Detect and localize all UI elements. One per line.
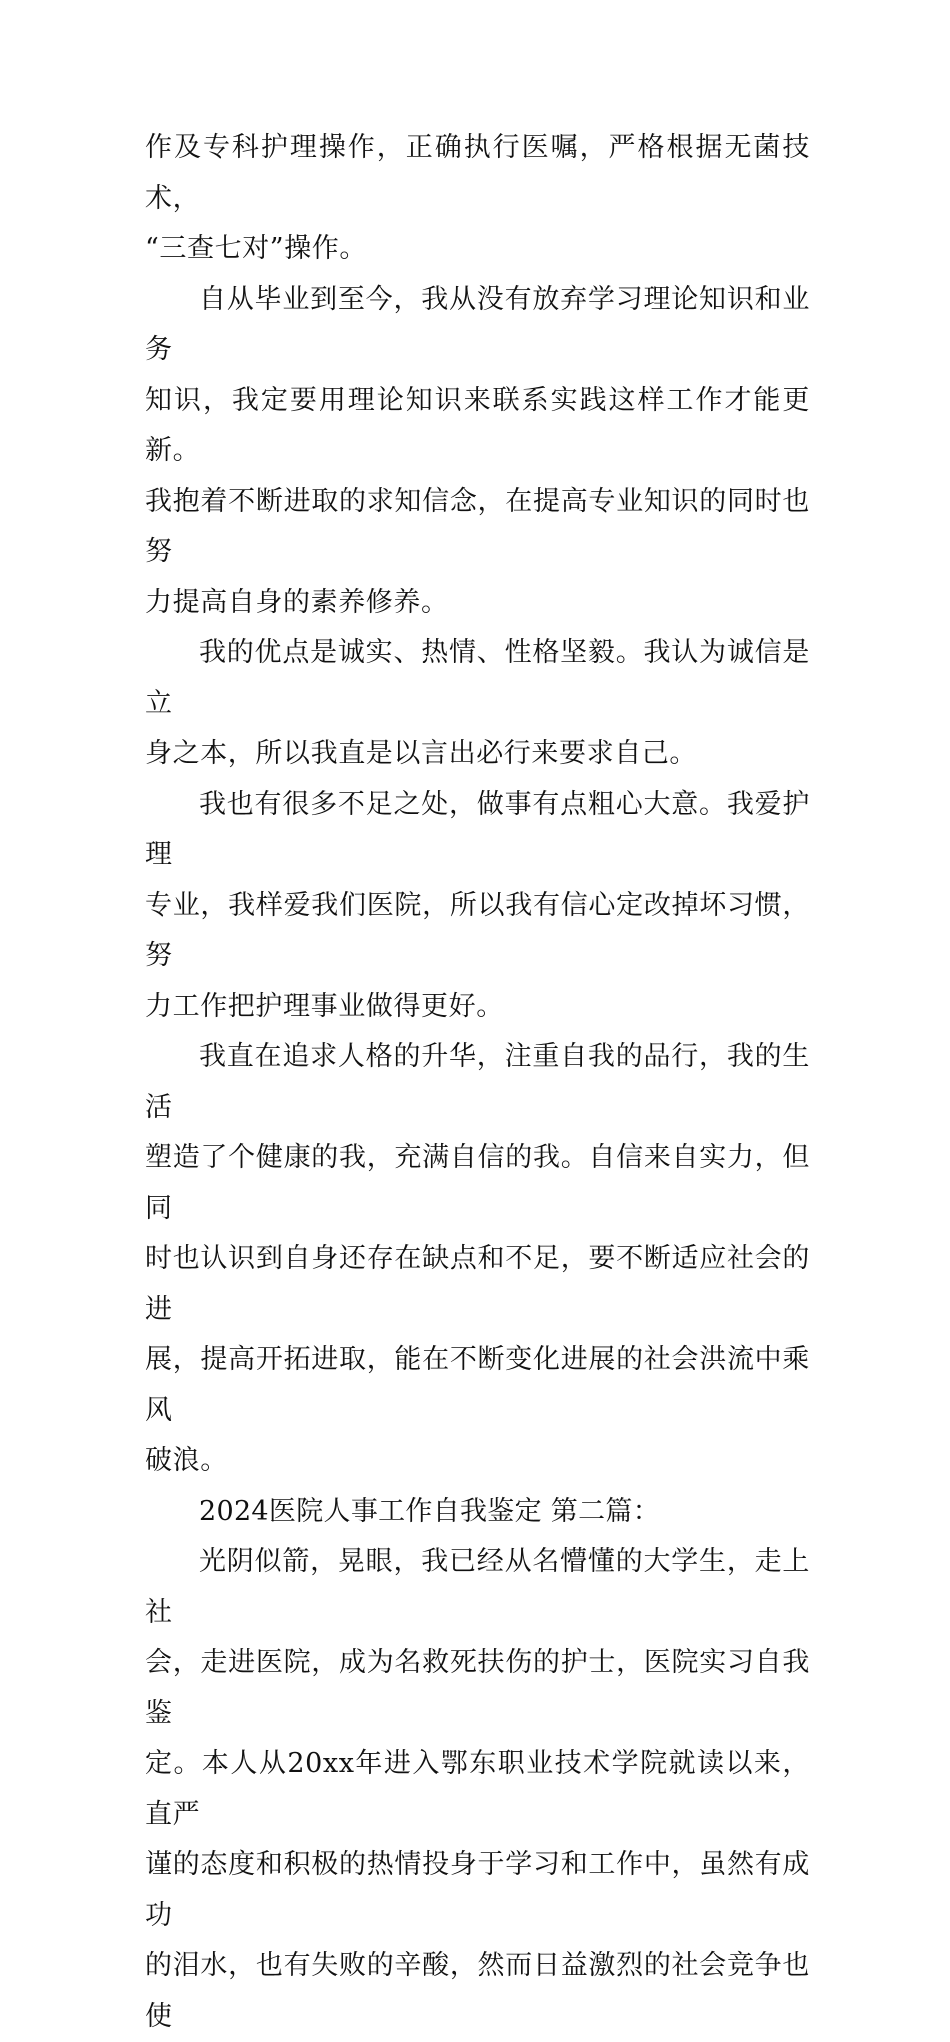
paragraph-line: 的泪水，也有失败的辛酸，然而日益激烈的社会竞争也使 <box>145 1950 810 2032</box>
paragraph-line: 谨的态度和积极的热情投身于学习和工作中，虽然有成功 <box>145 1849 810 1931</box>
document-body <box>145 123 810 2042</box>
paragraph-line: 光阴似箭，晃眼，我已经从名懵懂的大学生，走上社 <box>145 1546 810 1628</box>
paragraph-line: 力工作把护理事业做得更好。 <box>145 990 504 1022</box>
paragraph-line: 我直在追求人格的升华，注重自我的品行，我的生活 <box>145 1041 810 1123</box>
paragraph-4 <box>145 780 810 1033</box>
paragraph-6 <box>145 1537 810 2042</box>
paragraph-3 <box>145 628 810 780</box>
paragraph-2 <box>145 275 810 629</box>
paragraph-line: 我也有很多不足之处，做事有点粗心大意。我爱护理 <box>145 788 810 870</box>
paragraph-line: 身之本，所以我直是以言出必行来要求自己。 <box>145 738 697 769</box>
paragraph-line: “三查七对”操作。 <box>145 233 368 264</box>
paragraph-line: 会，走进医院，成为名救死扶伤的护士，医院实习自我鉴 <box>145 1647 810 1729</box>
paragraph-line: 时也认识到自身还存在缺点和不足，要不断适应社会的进 <box>145 1243 810 1325</box>
paragraph-line: 破浪。 <box>145 1445 228 1476</box>
paragraph-line: 塑造了个健康的我，充满自信的我。自信来自实力，但同 <box>145 1142 810 1224</box>
section-title: 2024医院人事工作自我鉴定 第二篇： <box>199 1495 660 1527</box>
paragraph-line: 展，提高开拓进取，能在不断变化进展的社会洪流中乘风 <box>145 1344 810 1426</box>
paragraph-5 <box>145 1032 810 1487</box>
paragraph-line: 专业，我样爱我们医院，所以我有信心定改掉坏习惯，努 <box>145 889 810 971</box>
paragraph-line: 作及专科护理操作，正确执行医嘱，严格根据无菌技术， <box>145 132 810 214</box>
paragraph-line: 我的优点是诚实、热情、性格坚毅。我认为诚信是立 <box>145 637 810 719</box>
paragraph-1 <box>145 123 810 275</box>
paragraph-line: 定。本人从20xx年进入鄂东职业技术学院就读以来，直严 <box>145 1748 810 1830</box>
paragraph-line: 知识，我定要用理论知识来联系实践这样工作才能更新。 <box>145 384 810 466</box>
paragraph-line: 力提高自身的素养修养。 <box>145 586 449 618</box>
paragraph-line: 我抱着不断进取的求知信念，在提高专业知识的同时也努 <box>145 485 810 567</box>
paragraph-line: 自从毕业到至今，我从没有放弃学习理论知识和业务 <box>145 283 810 365</box>
